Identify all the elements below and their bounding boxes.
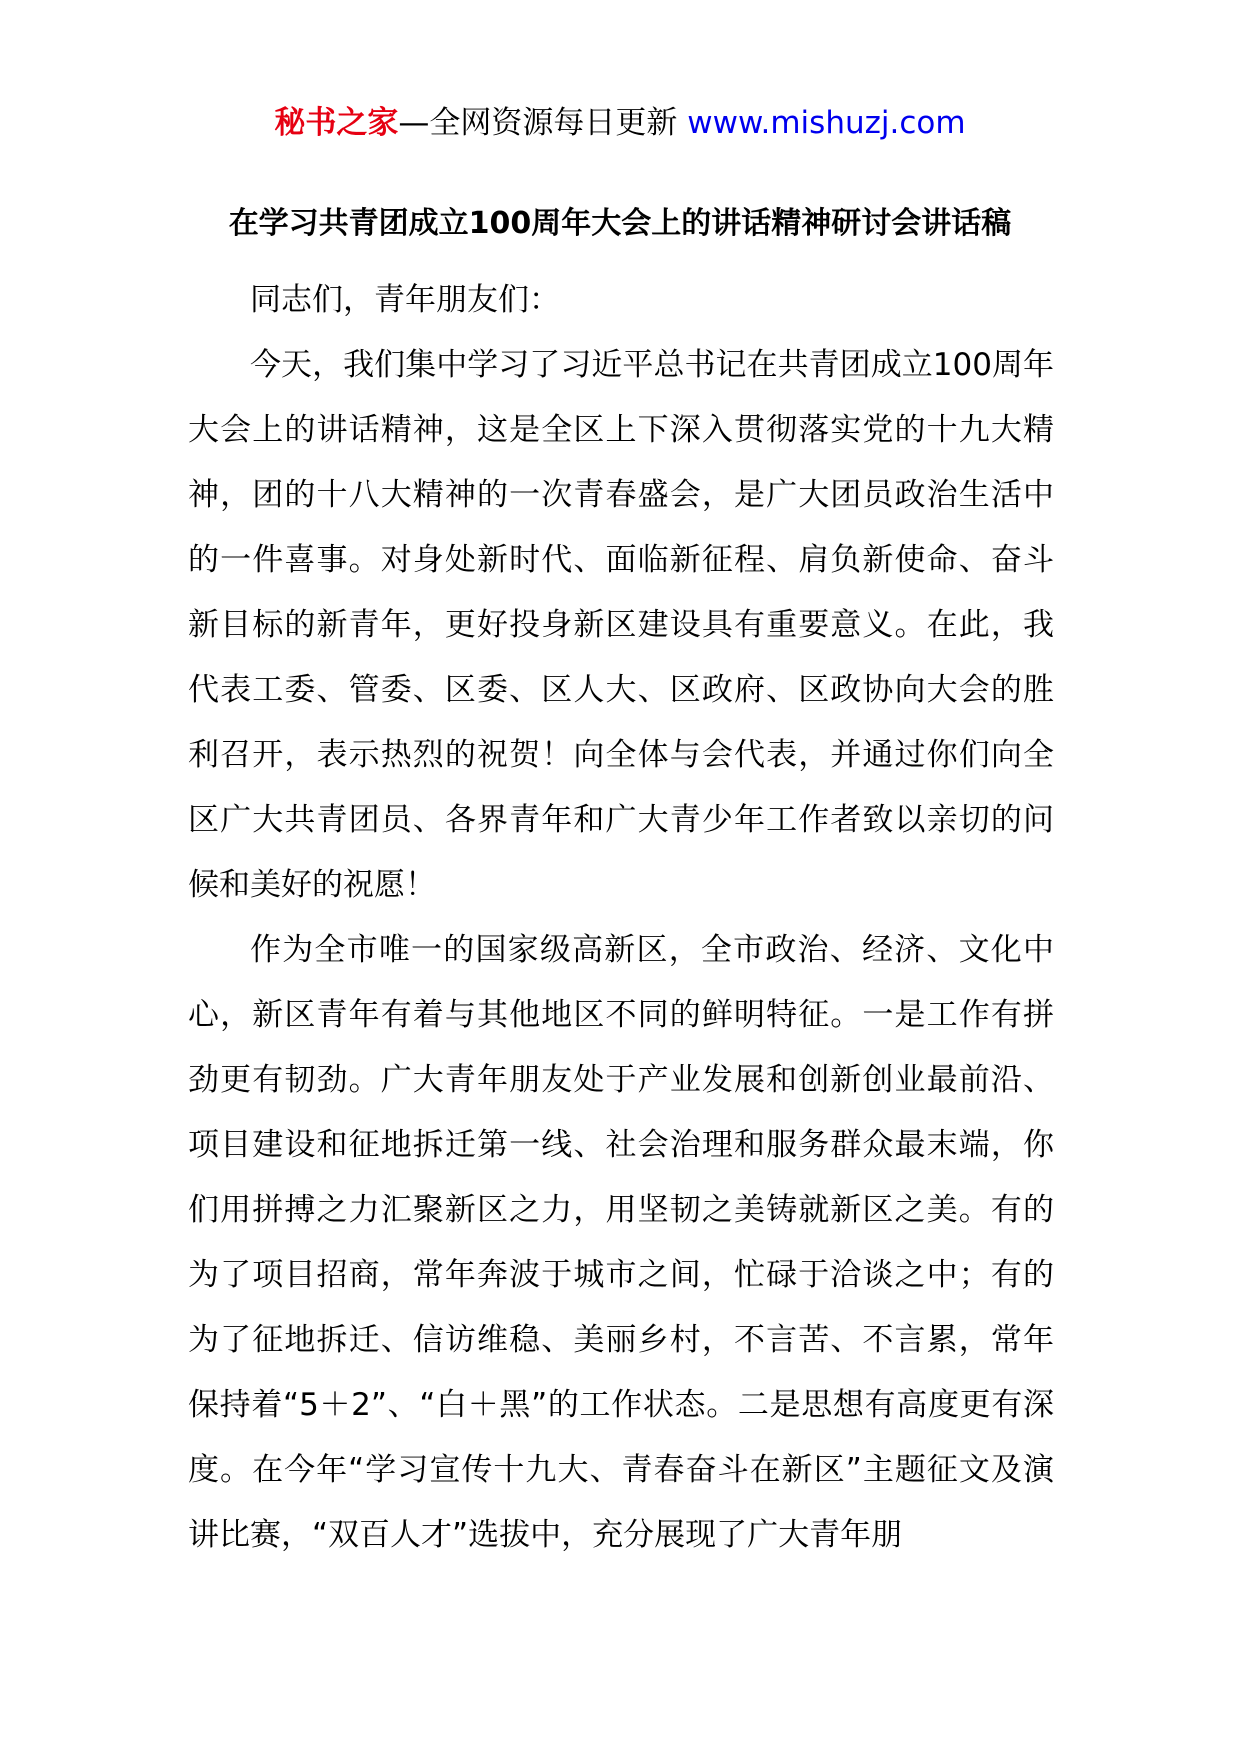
site-header: [0, 100, 1240, 146]
document-title: 在学习共青团成立100周年大会上的讲话精神研讨会讲话稿: [228, 206, 1012, 241]
document-body: [188, 268, 1054, 1568]
salutation: 同志们，青年朋友们：: [250, 282, 560, 318]
header-slogan: —全网资源每日更新: [398, 105, 688, 141]
paragraph: 作为全市唯一的国家级高新区，全市政治、经济、文化中心，新区青年有着与其他地区不同的鲜明特征。一是工作有拼劲更有韧劲。广大青年朋友处于产业发展和创新创业最前沿、项目建设和征地拆迁第一线、社会治理和服务群众最末端，你们用拼搏之力汇聚新区之力，用坚韧之美铸就新区之美。有的为了项目招商，常年奔波于城市之间，忙碌于洽谈之中；有的为了征地拆迁、信访维稳、美丽乡村，不言苦、不言累，常年保持着“5＋2”、“白＋黑”的工作状态。二是思想有高度更有深度。在今年“学习宣传十九大、青春奋斗在新区”主题征文及演讲比赛，“双百人才”选拔中，充分展现了广大青年朋: [188, 932, 1054, 1553]
brand-name: 秘书之家: [274, 105, 399, 141]
paragraph: 今天，我们集中学习了习近平总书记在共青团成立100周年大会上的讲话精神，这是全区上下深入贯彻落实党的十九大精神，团的十八大精神的一次青春盛会，是广大团员政治生活中的一件喜事。对身处新时代、面临新征程、肩负新使命、奋斗新目标的新青年，更好投身新区建设具有重要意义。在此，我代表工委、管委、区委、区人大、区政府、区政协向大会的胜利召开，表示热烈的祝贺！向全体与会代表，并通过你们向全区广大共青团员、各界青年和广大青少年工作者致以亲切的问候和美好的祝愿！: [188, 347, 1054, 903]
site-url-link[interactable]: www.mishuzj.com: [687, 105, 966, 141]
